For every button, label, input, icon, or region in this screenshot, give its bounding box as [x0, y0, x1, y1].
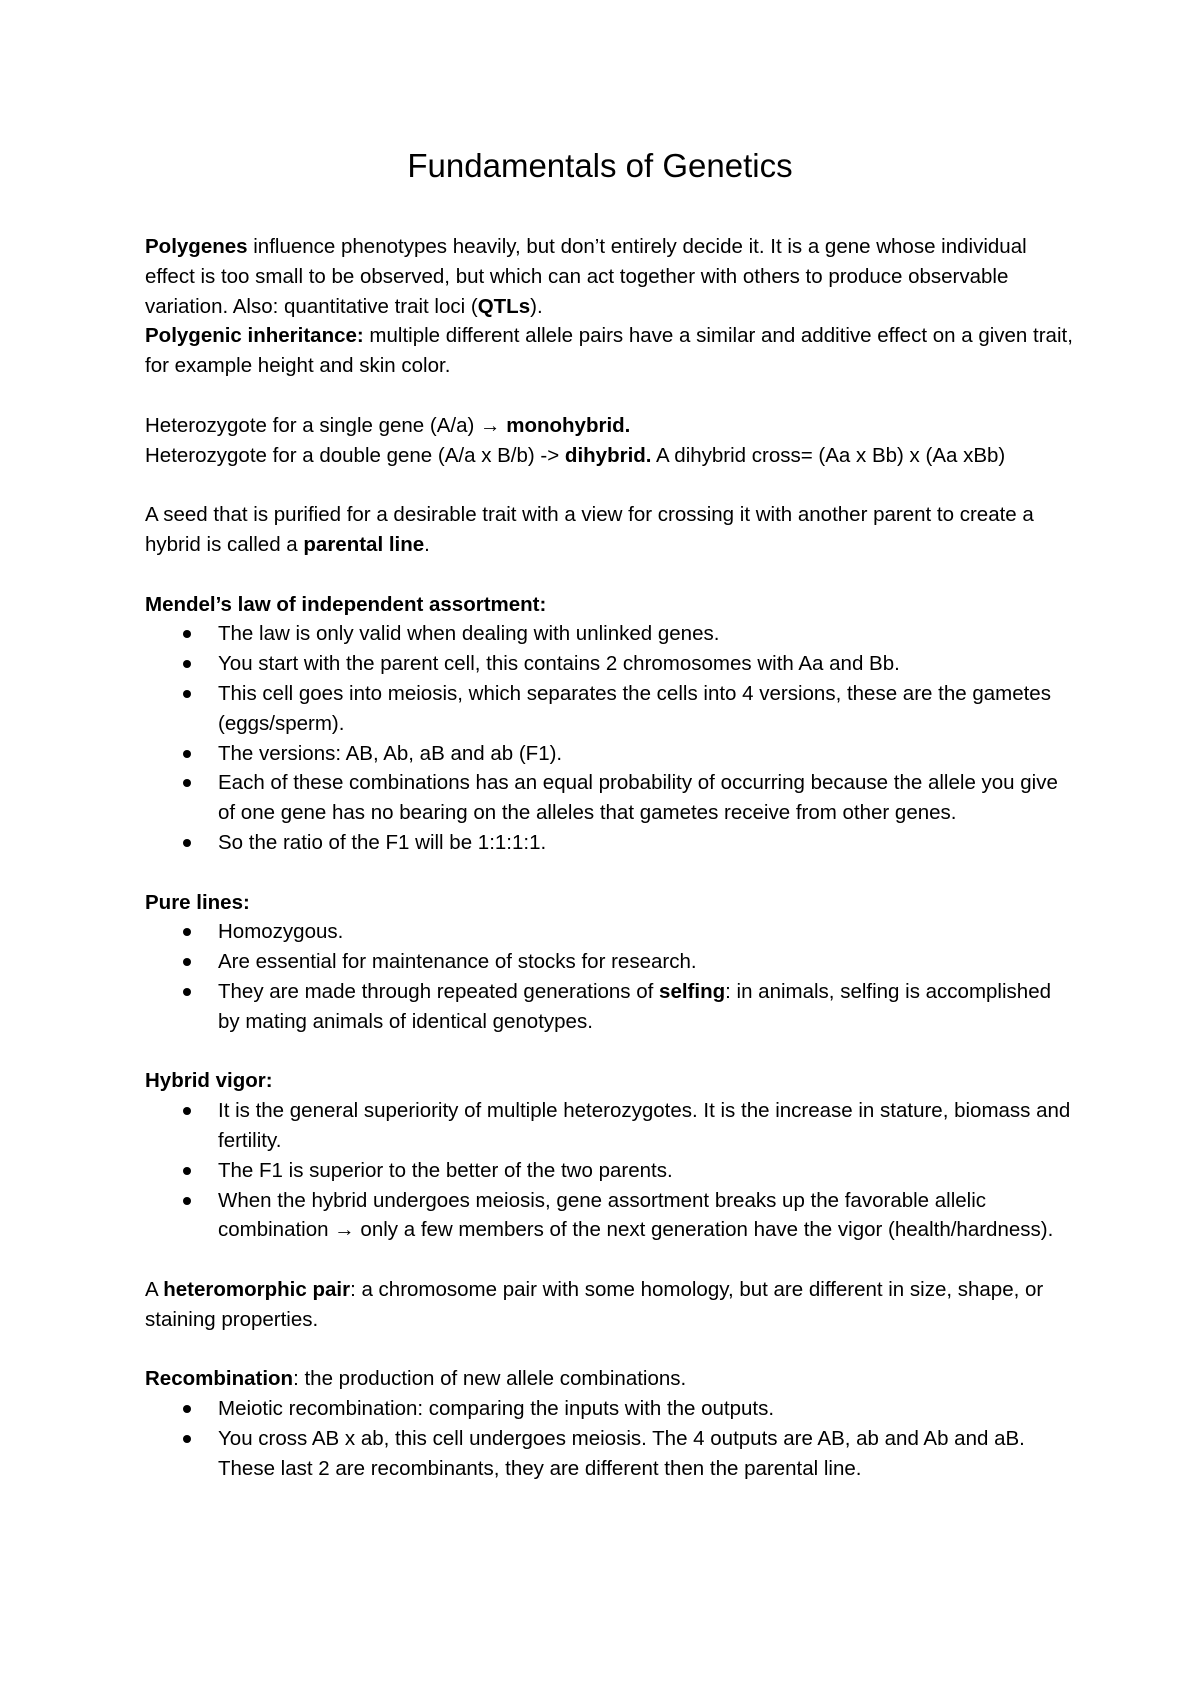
list-item-text: The F1 is superior to the better of the two parents.	[218, 1158, 673, 1182]
list-item-text: Each of these combinations has an equal probability of occurring because the allele you give of one gene has no bearing on the alleles that gametes receive from other genes.	[218, 771, 1058, 825]
list-item	[145, 619, 1075, 649]
list-item	[145, 1096, 1075, 1156]
list-item-text: They are made through repeated generations of	[218, 979, 660, 1003]
bullet-icon	[183, 928, 191, 936]
bullet-icon	[183, 1167, 191, 1175]
heteromorphic-text: A	[145, 1277, 164, 1301]
list-item	[145, 977, 1075, 1037]
parental-paragraph	[145, 500, 1075, 560]
heteromorphic-text-end: : a chromosome pair with some homology, but are different in size, shape, or staining properties.	[145, 1277, 1044, 1331]
qtls-abbr: QTLs	[477, 294, 531, 318]
bullet-icon	[183, 1435, 191, 1443]
hybrid-vigor-heading: Hybrid vigor:	[145, 1069, 273, 1093]
list-item	[145, 1394, 1075, 1424]
list-item-text: only a few members of the next generation have the vigor (health/hardness).	[354, 1218, 1054, 1242]
spacer	[145, 1334, 1075, 1364]
arrow-icon: →	[480, 413, 501, 437]
polygenes-text: influence phenotypes heavily, but don’t entirely decide it. It is a gene whose individual effect is too small to be observed, but which can act together with others to produce observable variation. Also: quantitative trait loci (	[145, 235, 1027, 318]
bullet-icon	[183, 630, 191, 638]
recombination-list	[145, 1394, 1075, 1483]
list-item-text: Meiotic recombination: comparing the inputs with the outputs.	[218, 1397, 775, 1421]
list-item	[145, 679, 1075, 739]
list-item-text: The versions: AB, Ab, aB and ab (F1).	[218, 741, 563, 765]
recombination-text: : the production of new allele combinations.	[293, 1367, 687, 1391]
document-body	[145, 232, 1075, 1483]
list-item	[145, 649, 1075, 679]
pure-lines-list	[145, 917, 1075, 1036]
monohybrid-line	[145, 411, 1075, 441]
dihybrid-term: dihybrid.	[564, 443, 652, 467]
list-item	[145, 768, 1075, 828]
list-item	[145, 1156, 1075, 1186]
bullet-icon	[183, 750, 191, 758]
mendel-list	[145, 619, 1075, 857]
polygenes-paragraph	[145, 232, 1075, 321]
heteromorphic-term: heteromorphic pair	[163, 1277, 351, 1301]
dihybrid-text: Heterozygote for a double gene (A/a x B/b) ->	[145, 443, 565, 467]
list-item-text: You start with the parent cell, this contains 2 chromosomes with Aa and Bb.	[218, 652, 900, 676]
bullet-icon	[183, 660, 191, 668]
arrow-icon: →	[334, 1218, 355, 1242]
bullet-icon	[183, 690, 191, 698]
monohybrid-text: Heterozygote for a single gene (A/a)	[145, 413, 481, 437]
pure-lines-heading: Pure lines:	[145, 890, 250, 914]
polygenic-term: Polygenic inheritance:	[145, 324, 364, 348]
list-item	[145, 1186, 1075, 1246]
bullet-icon	[183, 958, 191, 966]
list-item	[145, 828, 1075, 858]
list-item	[145, 947, 1075, 977]
polygenic-paragraph	[145, 321, 1075, 381]
dihybrid-line	[145, 441, 1075, 471]
hybrid-vigor-list	[145, 1096, 1075, 1245]
list-item-text: Are essential for maintenance of stocks for research.	[218, 950, 697, 974]
polygenes-term: Polygenes	[145, 235, 248, 258]
list-item	[145, 1424, 1075, 1484]
mendel-heading: Mendel’s law of independent assortment:	[145, 592, 547, 616]
list-item-text: This cell goes into meiosis, which separates the cells into 4 versions, these are the gametes (eggs/sperm).	[218, 681, 1051, 735]
recombination-paragraph	[145, 1364, 1075, 1394]
list-item-text: When the hybrid undergoes meiosis, gene assortment breaks up the favorable allelic combination	[218, 1188, 987, 1242]
list-item-text: It is the general superiority of multiple heterozygotes. It is the increase in stature, biomass and fertility.	[218, 1099, 1071, 1152]
selfing-term: selfing	[659, 979, 726, 1003]
spacer	[145, 381, 1075, 411]
list-item-text: Homozygous.	[218, 920, 344, 944]
list-item	[145, 739, 1075, 769]
list-item-text: So the ratio of the F1 will be 1:1:1:1.	[218, 830, 547, 854]
list-item-text: : in animals, selfing is accomplished by mating animals of identical genotypes.	[218, 979, 1051, 1033]
bullet-icon	[183, 779, 191, 787]
heteromorphic-paragraph	[145, 1275, 1075, 1335]
parental-text: A seed that is purified for a desirable trait with a view for crossing it with another parent to create a hybrid is called a	[145, 503, 1034, 556]
parental-term: parental line	[303, 532, 425, 556]
page-title: Fundamentals of Genetics	[407, 147, 793, 184]
spacer	[145, 1245, 1075, 1275]
dihybrid-cross-text: A dihybrid cross= (Aa x Bb) x (Aa xBb)	[651, 443, 1006, 467]
bullet-icon	[183, 839, 191, 847]
list-item-text: You cross AB x ab, this cell undergoes meiosis. The 4 outputs are AB, ab and Ab and aB. These last 2 are recombinants, they are different then the parental line.	[218, 1426, 1025, 1480]
recombination-term: Recombination	[145, 1367, 294, 1391]
list-item-text: The law is only valid when dealing with unlinked genes.	[218, 622, 720, 646]
bullet-icon	[183, 1405, 191, 1413]
bullet-icon	[183, 988, 191, 996]
monohybrid-term: monohybrid.	[506, 413, 631, 437]
spacer	[145, 470, 1075, 500]
bullet-icon	[183, 1107, 191, 1115]
spacer	[145, 858, 1075, 888]
list-item	[145, 917, 1075, 947]
spacer	[145, 1037, 1075, 1067]
polygenic-text: multiple different allele pairs have a similar and additive effect on a given trait, for example height and skin color.	[145, 324, 1073, 378]
polygenes-text-end: ).	[530, 294, 543, 318]
parental-text-end: .	[424, 532, 430, 556]
bullet-icon	[183, 1197, 191, 1205]
spacer	[145, 560, 1075, 590]
